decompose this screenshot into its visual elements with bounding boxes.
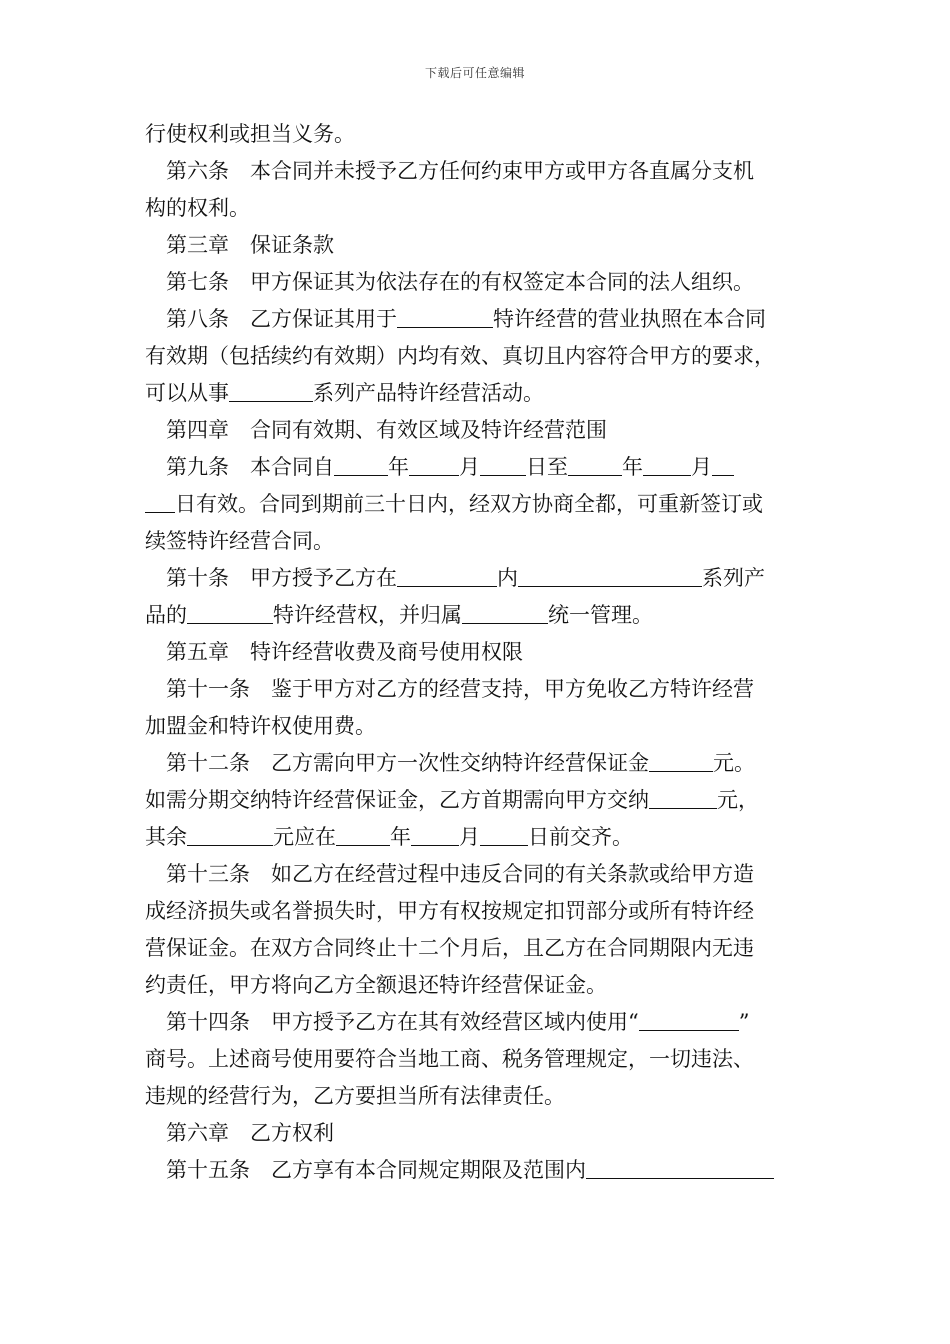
text-run: 月	[459, 825, 480, 849]
text-line	[145, 227, 810, 264]
text-line	[145, 190, 810, 227]
text-run: 月	[691, 455, 712, 479]
text-run: 乙方享有本合同规定期限及范围内	[271, 1158, 586, 1182]
text-run: 保证条款	[250, 233, 334, 257]
text-run: 第五章	[166, 640, 229, 664]
text-run: 合同有效期、有效区域及特许经营范围	[250, 418, 607, 442]
fill-in-blank	[649, 786, 717, 809]
text-line	[145, 1041, 810, 1078]
text-line	[145, 1115, 810, 1152]
text-line	[145, 597, 810, 634]
text-line	[145, 153, 810, 190]
fill-in-blank	[334, 453, 388, 476]
text-run: 成经济损失或名誉损失时，甲方有权按规定扣罚部分或所有特许经	[145, 899, 754, 923]
text-line	[145, 338, 810, 375]
text-run: 行使权利或担当义务。	[145, 122, 355, 146]
fill-in-blank	[639, 1008, 739, 1031]
text-run: 第六条	[166, 159, 229, 183]
text-run: 乙方需向甲方一次性交纳特许经营保证金	[271, 751, 649, 775]
text-run: 月	[459, 455, 480, 479]
text-run: 系列产	[702, 566, 765, 590]
fill-in-blank	[518, 564, 702, 587]
text-run: 加盟金和特许权使用费。	[145, 714, 376, 738]
text-run: 第十条	[166, 566, 229, 590]
text-line	[145, 301, 810, 338]
text-run: 第九条	[166, 455, 229, 479]
text-run: 品的	[145, 603, 187, 627]
fill-in-blank	[649, 749, 713, 772]
text-run: 如乙方在经营过程中违反合同的有关条款或给甲方造	[271, 862, 754, 886]
text-line	[145, 1152, 810, 1189]
fill-in-blank	[480, 823, 528, 846]
text-run: 约责任，甲方将向乙方全额退还特许经营保证金。	[145, 973, 607, 997]
text-run: 构的权利。	[145, 196, 250, 220]
fill-in-blank	[712, 453, 734, 476]
text-line	[145, 819, 810, 856]
text-run: 第六章	[166, 1121, 229, 1145]
text-run: 日至	[526, 455, 568, 479]
text-run: 鉴于甲方对乙方的经营支持，甲方免收乙方特许经营	[271, 677, 754, 701]
text-run: 内	[497, 566, 518, 590]
text-line	[145, 264, 810, 301]
text-run: 如需分期交纳特许经营保证金，乙方首期需向甲方交纳	[145, 788, 649, 812]
text-line	[145, 375, 810, 412]
text-run: 第十二条	[166, 751, 250, 775]
text-line	[145, 449, 810, 486]
text-run: 乙方保证其用于	[250, 307, 397, 331]
text-run: 系列产品特许经营活动。	[313, 381, 544, 405]
text-run: 年	[390, 825, 411, 849]
document-body	[145, 116, 810, 1189]
text-run: 第十一条	[166, 677, 250, 701]
fill-in-blank	[586, 1156, 774, 1179]
text-run: 第八条	[166, 307, 229, 331]
text-run: 元应在	[273, 825, 336, 849]
text-run: 年	[622, 455, 643, 479]
fill-in-blank	[643, 453, 691, 476]
fill-in-blank	[187, 601, 273, 624]
fill-in-blank	[187, 823, 273, 846]
text-line	[145, 930, 810, 967]
fill-in-blank	[229, 379, 313, 402]
text-run: 统一管理。	[548, 603, 653, 627]
text-run: 年	[388, 455, 409, 479]
text-run: 续签特许经营合同。	[145, 529, 334, 553]
text-run: ”	[738, 1010, 750, 1034]
text-run: 违规的经营行为，乙方要担当所有法律责任。	[145, 1084, 565, 1108]
text-run: 特许经营权，并归属	[273, 603, 462, 627]
text-run: 特许经营收费及商号使用权限	[250, 640, 523, 664]
text-run: 有效期（包括续约有效期）内均有效、真切且内容符合甲方的要求，	[145, 344, 775, 368]
fill-in-blank	[145, 490, 175, 513]
text-run: 第三章	[166, 233, 229, 257]
text-line	[145, 412, 810, 449]
fill-in-blank	[397, 305, 493, 328]
text-run: 日有效。合同到期前三十日内，经双方协商全都，可重新签订或	[175, 492, 763, 516]
page-header: 下载后可任意编辑	[424, 66, 525, 80]
fill-in-blank	[568, 453, 622, 476]
text-run: 乙方权利	[250, 1121, 334, 1145]
text-line	[145, 782, 810, 819]
text-run: 营保证金。在双方合同终止十二个月后，且乙方在合同期限内无违	[145, 936, 754, 960]
text-run: 其余	[145, 825, 187, 849]
fill-in-blank	[411, 823, 459, 846]
text-line	[145, 745, 810, 782]
text-run: 第七条	[166, 270, 229, 294]
text-run: 本合同自	[250, 455, 334, 479]
text-run: 第四章	[166, 418, 229, 442]
text-run: 商号。上述商号使用要符合当地工商、税务管理规定，一切违法、	[145, 1047, 754, 1071]
fill-in-blank	[480, 453, 526, 476]
text-line	[145, 708, 810, 745]
fill-in-blank	[409, 453, 459, 476]
text-line	[145, 634, 810, 671]
text-line	[145, 486, 810, 523]
text-line	[145, 967, 810, 1004]
fill-in-blank	[462, 601, 548, 624]
text-run: 元。	[713, 751, 755, 775]
text-line	[145, 1004, 810, 1041]
fill-in-blank	[336, 823, 390, 846]
text-run: 第十五条	[166, 1158, 250, 1182]
text-line	[145, 1078, 810, 1115]
fill-in-blank	[397, 564, 497, 587]
text-run: 可以从事	[145, 381, 229, 405]
text-run: 本合同并未授予乙方任何约束甲方或甲方各直属分支机	[250, 159, 754, 183]
text-run: 第十三条	[166, 862, 250, 886]
text-run: 元，	[717, 788, 759, 812]
text-run: 甲方保证其为依法存在的有权签定本合同的法人组织。	[250, 270, 754, 294]
text-line	[145, 893, 810, 930]
text-run: 特许经营的营业执照在本合同	[493, 307, 766, 331]
text-run: 第十四条	[166, 1010, 250, 1034]
text-run: 甲方授予乙方在	[250, 566, 397, 590]
text-run: 甲方授予乙方在其有效经营区域内使用“	[271, 1010, 639, 1034]
text-run: 日前交齐。	[528, 825, 633, 849]
text-line	[145, 116, 810, 153]
text-line	[145, 671, 810, 708]
text-line	[145, 560, 810, 597]
text-line	[145, 523, 810, 560]
text-line	[145, 856, 810, 893]
